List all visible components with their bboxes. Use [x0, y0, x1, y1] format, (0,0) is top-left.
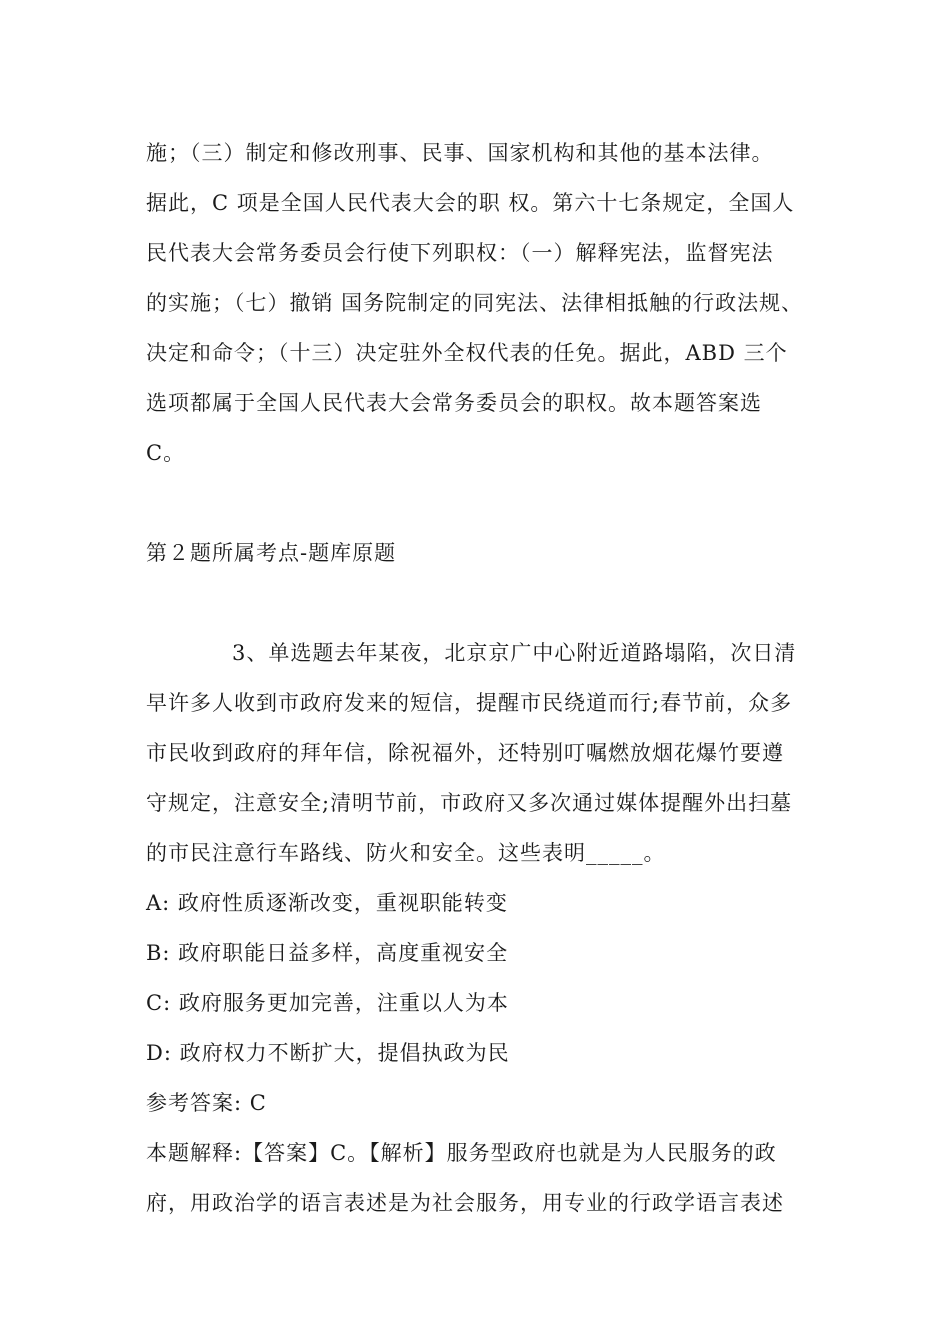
- option-a: A: 政府性质逐渐改变，重视职能转变: [146, 891, 508, 915]
- text-line: 的实施；（七）撤销 国务院制定的同宪法、法律相抵触的行政法规、: [146, 291, 804, 315]
- question-stem-line: 的市民注意行车路线、防火和安全。这些表明_____。: [146, 841, 666, 865]
- option-b: B: 政府职能日益多样，高度重视安全: [146, 941, 509, 965]
- spacer: [146, 578, 826, 628]
- text-line: 决定和命令；（十三）决定驻外全权代表的任免。据此，ABD 三个: [146, 341, 788, 365]
- text-line: C。: [146, 441, 186, 465]
- question-3: [146, 628, 826, 1228]
- question-stem-line: 守规定，注意安全;清明节前，市政府又多次通过媒体提醒外出扫墓: [146, 791, 793, 815]
- option-c: C: 政府服务更加完善，注重以人为本: [146, 991, 509, 1015]
- explanation-line: 府，用政治学的语言表述是为社会服务，用专业的行政学语言表述: [146, 1191, 784, 1215]
- knowledge-point-heading: 第２题所属考点-题库原题: [146, 541, 397, 565]
- question-stem-line: 早许多人收到市政府发来的短信，提醒市民绕道而行;春节前，众多: [146, 691, 793, 715]
- text-line: 据此，C 项是全国人民代表大会的职 权。第六十七条规定，全国人: [146, 191, 795, 215]
- option-d: D: 政府权力不断扩大，提倡执政为民: [146, 1041, 510, 1065]
- previous-explanation: [146, 128, 826, 478]
- question-stem-line: 市民收到政府的拜年信，除祝福外，还特别叮嘱燃放烟花爆竹要遵: [146, 741, 784, 765]
- document-page: [146, 128, 826, 1228]
- text-line: 选项都属于全国人民代表大会常务委员会的职权。故本题答案选: [146, 391, 762, 415]
- text-line: 民代表大会常务委员会行使下列职权：（一）解释宪法，监督宪法: [146, 241, 774, 265]
- question-stem-line: 3、单选题去年某夜，北京京广中心附近道路塌陷，次日清: [232, 641, 797, 665]
- spacer: [146, 478, 826, 528]
- text-line: 施；（三）制定和修改刑事、民事、国家机构和其他的基本法律。: [146, 141, 774, 165]
- explanation-line: 本题解释:【答案】C。【解析】服务型政府也就是为人民服务的政: [146, 1141, 777, 1165]
- reference-answer: 参考答案: C: [146, 1091, 267, 1115]
